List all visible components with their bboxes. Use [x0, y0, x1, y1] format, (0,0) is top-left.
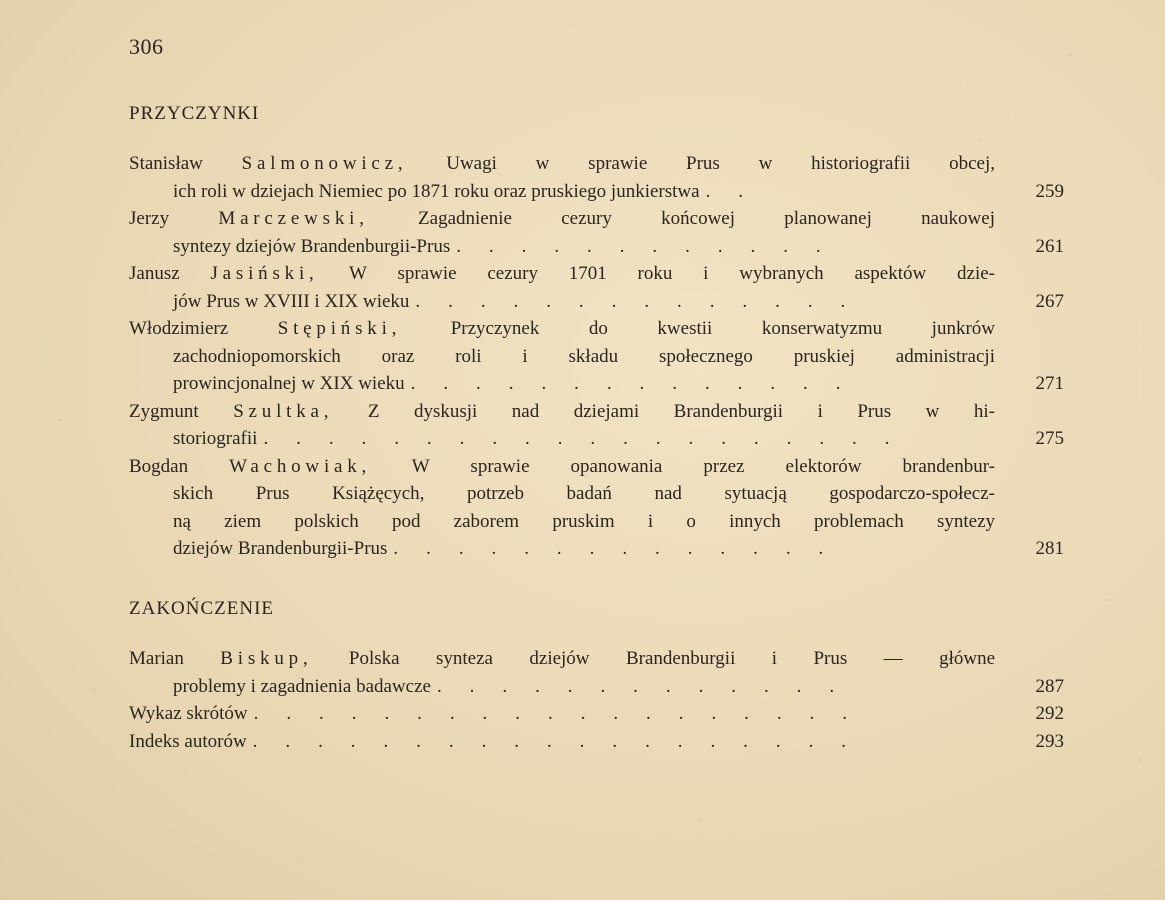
author-surname: Biskup,	[220, 648, 313, 669]
page-reference: 267	[1035, 290, 1064, 312]
toc-entry-line	[129, 205, 1064, 233]
page-number: 306	[129, 34, 164, 59]
leader-dots: . . . . . . . . . . . . . .	[393, 538, 835, 559]
leader-dots: . . . . . . . . . . . . . .	[415, 290, 857, 312]
leader-dots: . . . . . . . . . . . . .	[436, 675, 846, 697]
author-surname: Salmonowicz,	[241, 153, 408, 174]
section-title: ZAKOŃCZENIE	[129, 598, 275, 619]
entry-title-text: jów Prus w XVIII i XIX wieku	[173, 290, 410, 312]
toc-entry-line	[129, 425, 1064, 453]
leader-dots: . . . . . . . . . . . . . .	[410, 373, 853, 394]
entry-title-text: skich Prus Książęcych, potrzeb badań nad sytuacją gospodarczo-społecz-	[173, 483, 995, 504]
toc-entry-line	[129, 700, 1064, 728]
leader-dots: . . . . . . . . . . . . . . . . . . .	[252, 730, 858, 752]
toc-entry-line	[129, 260, 1064, 288]
toc-entry-line	[129, 453, 1064, 481]
entry-title-text: Wykaz skrótów	[129, 703, 248, 724]
entry-title-text: zachodniopomorskich oraz roli i składu społecznego pruskiej administracji	[173, 345, 995, 367]
toc-entry-line	[129, 178, 1064, 206]
toc-entry-line	[129, 288, 1064, 316]
author-first-name: Marian	[129, 648, 184, 669]
page-reference: 261	[1035, 235, 1064, 257]
author-first-name: Bogdan	[129, 455, 189, 477]
toc-entry-line	[129, 398, 1064, 426]
toc-entry[interactable]	[129, 315, 1064, 398]
entry-title-text: problemy i zagadnienia badawcze	[173, 675, 431, 697]
toc-entry[interactable]	[129, 728, 1064, 756]
toc-entry-line	[129, 315, 1064, 343]
toc-entry-line	[129, 673, 1064, 701]
author-surname: Marczewski,	[218, 208, 369, 229]
toc-entry-line	[129, 233, 1064, 261]
page-reference: 271	[1035, 373, 1064, 394]
author-surname: Wachowiak,	[229, 455, 372, 477]
entry-title-text: Polska synteza dziejów Brandenburgii i Prus — główne	[312, 648, 996, 669]
toc-entry-line	[129, 645, 1064, 673]
entry-title-text: ich roli w dziejach Niemiec po 1871 roku oraz pruskiego junkierstwa	[173, 180, 700, 202]
entry-title-text: Przyczynek do kwestii konserwatyzmu junkrów	[401, 318, 995, 339]
author-surname: Stępiński,	[277, 318, 402, 339]
toc-entry[interactable]	[129, 150, 1064, 205]
entry-title-text: Indeks autorów	[129, 730, 247, 752]
toc-entry[interactable]	[129, 645, 1064, 700]
toc-entry[interactable]	[129, 260, 1064, 315]
toc-entry[interactable]	[129, 453, 1064, 563]
toc-entry-line	[129, 508, 1064, 536]
entry-title-text: storiografii	[173, 428, 258, 449]
author-first-name: Włodzimierz	[129, 318, 229, 339]
toc-entry[interactable]	[129, 700, 1064, 728]
leader-dots: . .	[705, 180, 755, 202]
author-first-name: Stanisław	[129, 153, 203, 174]
page-reference: 259	[1035, 180, 1064, 202]
entry-title-text: dziejów Brandenburgii-Prus	[173, 538, 388, 559]
toc-entry-line	[129, 370, 1064, 398]
entry-title-text: prowincjonalnej w XIX wieku	[173, 373, 405, 394]
entry-title-text: syntezy dziejów Brandenburgii-Prus	[173, 235, 451, 257]
entry-title-text: ną ziem polskich pod zaborem pruskim i o innych problemach syntezy	[173, 510, 995, 532]
toc-entry-line	[129, 728, 1064, 756]
author-first-name: Janusz	[129, 263, 180, 284]
toc-entry-line	[129, 480, 1064, 508]
section-title: PRZYCZYNKI	[129, 103, 260, 124]
toc-entry-line	[129, 535, 1064, 563]
leader-dots: . . . . . . . . . . . . . . . . . . . .	[263, 428, 902, 449]
author-first-name: Jerzy	[129, 208, 170, 229]
author-surname: Szultka,	[233, 400, 334, 422]
leader-dots: . . . . . . . . . . . .	[456, 235, 833, 257]
toc-entry[interactable]	[129, 205, 1064, 260]
entry-title-text: Zagadnienie cezury końcowej planowanej naukowej	[368, 208, 995, 229]
toc-entry-line	[129, 150, 1064, 178]
entry-title-text: W sprawie opanowania przez elektorów brandenbur-	[371, 455, 995, 477]
entry-title-text: Z dyskusji nad dziejami Brandenburgii i Prus w hi-	[333, 400, 995, 422]
author-surname: Jasiński,	[210, 263, 319, 284]
toc-entry[interactable]	[129, 398, 1064, 453]
page-reference: 275	[1035, 428, 1064, 449]
page-reference: 292	[1035, 703, 1064, 724]
page-reference: 293	[1035, 730, 1064, 752]
toc-entry-line	[129, 343, 1064, 371]
author-first-name: Zygmunt	[129, 400, 199, 422]
page-reference: 281	[1035, 538, 1064, 559]
leader-dots: . . . . . . . . . . . . . . . . . . .	[253, 703, 859, 724]
entry-title-text: W sprawie cezury 1701 roku i wybranych aspektów dzie-	[318, 263, 996, 284]
page-reference: 287	[1035, 675, 1064, 697]
entry-title-text: Uwagi w sprawie Prus w historiografii obcej,	[407, 153, 995, 174]
